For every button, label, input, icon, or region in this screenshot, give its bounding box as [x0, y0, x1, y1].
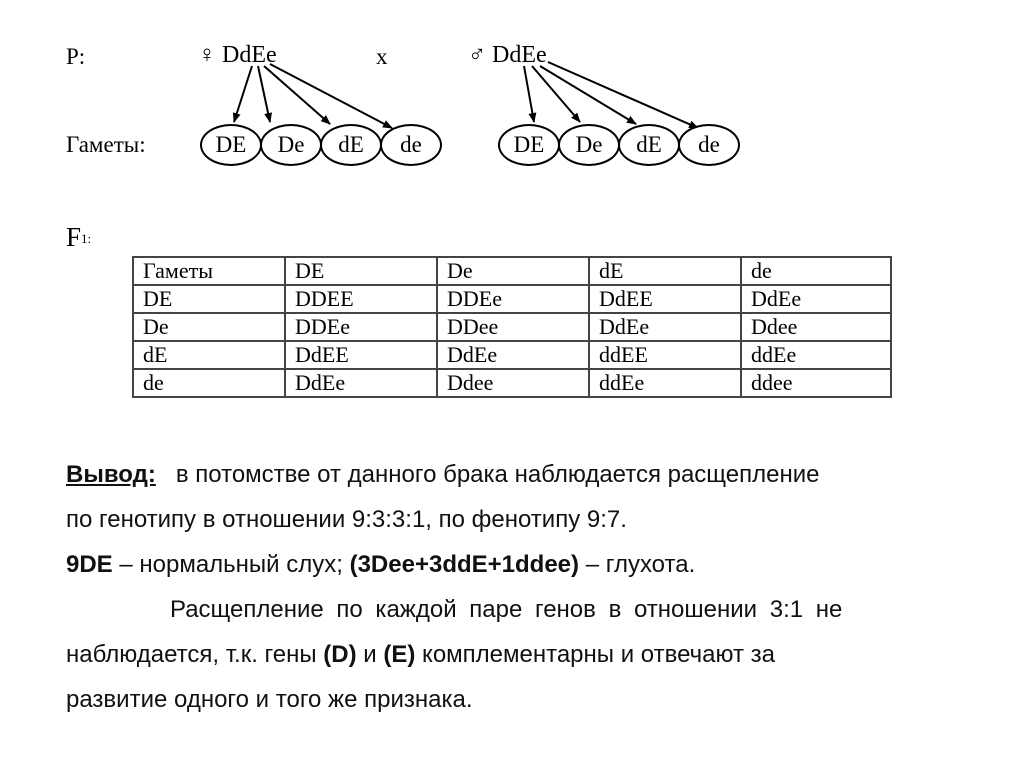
conclusion-line-5: [66, 632, 966, 677]
male-gamete-4: de: [678, 124, 740, 166]
punnett-table: [132, 256, 892, 398]
arrow-female-De: [258, 66, 270, 122]
male-gamete-3: dE: [618, 124, 680, 166]
table-cell: DdEE: [285, 341, 437, 369]
conclusion-line-6: развитие одного и того же признака.: [66, 686, 473, 713]
row-header-cell: de: [133, 369, 285, 397]
female-genotype: ♀ DdEe: [198, 42, 277, 68]
line5-text-2: и: [356, 641, 384, 668]
arrow-female-de: [270, 64, 392, 128]
header-cell: dE: [589, 257, 741, 285]
f1-letter: F: [66, 222, 82, 252]
conclusion-line-4: Расщепление по каждой паре генов в отношении 3:1 не: [170, 596, 843, 623]
normal-hearing-genotype: 9DE: [66, 551, 113, 578]
header-cell: DE: [285, 257, 437, 285]
table-row: [133, 285, 891, 313]
table-cell: ddee: [741, 369, 891, 397]
table-cell: DDEe: [285, 313, 437, 341]
arrow-male-DE: [524, 66, 534, 122]
conclusion-line-3: [66, 542, 966, 587]
table-cell: DdEe: [437, 341, 589, 369]
gene-e: (E): [383, 641, 416, 668]
arrow-male-De: [532, 66, 580, 122]
arrow-female-dE: [264, 66, 330, 124]
line5-text-3: комплементарны и отвечают за: [415, 641, 775, 668]
male-gamete-1: DE: [498, 124, 560, 166]
arrow-female-DE: [234, 66, 252, 122]
table-row: [133, 341, 891, 369]
table-cell: DDEe: [437, 285, 589, 313]
header-cell: de: [741, 257, 891, 285]
row-header-cell: DE: [133, 285, 285, 313]
table-header-row: [133, 257, 891, 285]
table-cell: DDEE: [285, 285, 437, 313]
deafness-text: – глухота.: [579, 551, 696, 578]
parents-label: P:: [66, 44, 86, 69]
line5-text-1: наблюдается, т.к. гены: [66, 641, 324, 668]
gametes-label: Гаметы:: [66, 132, 146, 157]
normal-hearing-text: – нормальный слух;: [112, 551, 350, 578]
arrow-male-de: [548, 62, 698, 128]
table-cell: ddEe: [589, 369, 741, 397]
f1-label: [66, 222, 91, 253]
conclusion-heading: Вывод:: [66, 461, 156, 488]
female-gamete-3: dE: [320, 124, 382, 166]
table-cell: Ddee: [741, 313, 891, 341]
table-row: [133, 369, 891, 397]
conclusion-line-1: [66, 452, 966, 497]
table-cell: Ddee: [437, 369, 589, 397]
table-cell: DdEe: [589, 313, 741, 341]
table-cell: ddEe: [741, 341, 891, 369]
table-cell: ddEE: [589, 341, 741, 369]
gene-d: (D): [323, 641, 357, 668]
table-cell: DdEe: [741, 285, 891, 313]
male-gamete-2: De: [558, 124, 620, 166]
deafness-genotypes: (3Dee+3ddE+1ddee): [349, 551, 580, 578]
female-gamete-1: DE: [200, 124, 262, 166]
conclusion-line-2: по генотипу в отношении 9:3:3:1, по фенотипу 9:7.: [66, 506, 627, 533]
f1-subscript: 1:: [81, 231, 92, 246]
row-header-cell: dE: [133, 341, 285, 369]
table-row: [133, 313, 891, 341]
table-cell: DdEe: [285, 369, 437, 397]
cross-symbol: x: [376, 44, 388, 69]
header-cell: De: [437, 257, 589, 285]
female-gamete-4: de: [380, 124, 442, 166]
row-header-cell: De: [133, 313, 285, 341]
female-gamete-2: De: [260, 124, 322, 166]
table-cell: DdEE: [589, 285, 741, 313]
table-cell: DDee: [437, 313, 589, 341]
male-genotype: ♂ DdEe: [468, 42, 547, 68]
conclusion-text: в потомстве от данного брака наблюдается расщепление: [175, 461, 820, 488]
header-cell: Гаметы: [133, 257, 285, 285]
conclusion-block: [66, 452, 966, 722]
